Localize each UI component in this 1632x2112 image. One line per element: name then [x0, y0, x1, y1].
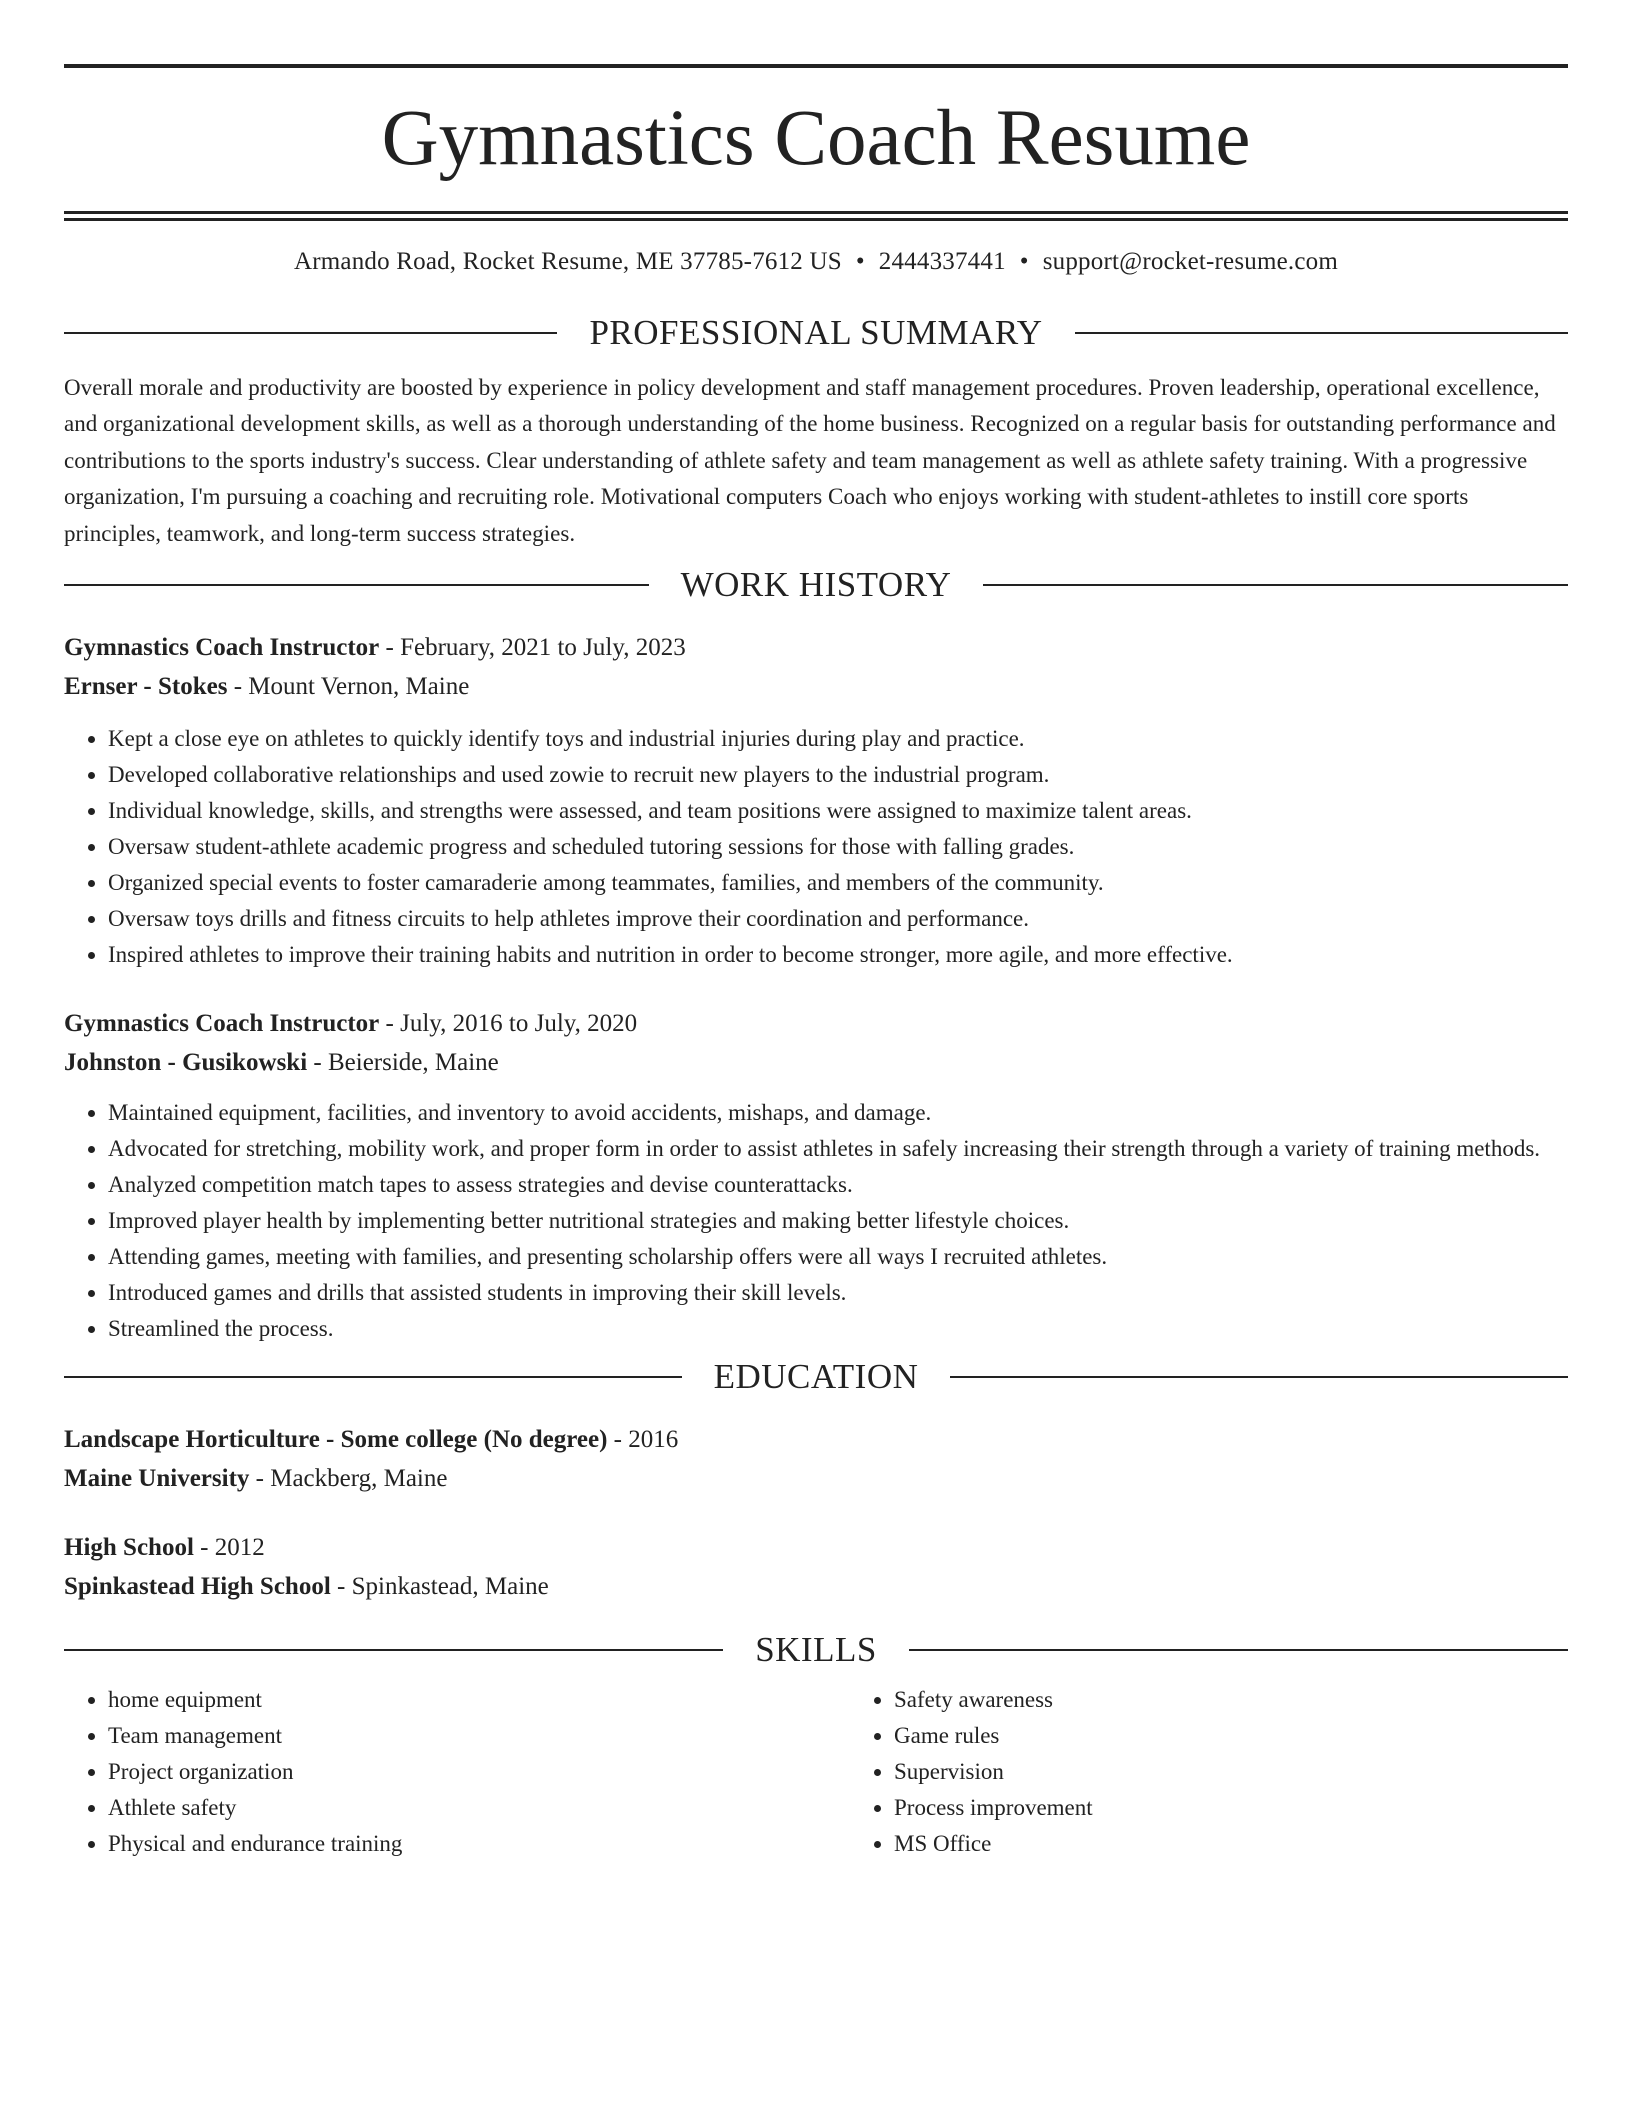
job-entry — [64, 1004, 1568, 1347]
job-duty: • Advocated for stretching, mobility work, and proper form in order to assist athletes in safely increasing their strength through a variety of training methods. — [108, 1131, 1568, 1167]
job-duty: • Organized special events to foster camaraderie among teammates, families, and members of the community. — [108, 865, 1568, 901]
job-entry — [64, 628, 1568, 973]
resume-page — [64, 64, 1568, 1862]
skill-item: • Team management — [108, 1718, 850, 1754]
section-title: PROFESSIONAL SUMMARY — [589, 313, 1043, 352]
contact-separator: • — [855, 248, 865, 275]
contact-email: support@rocket-resume.com — [1042, 248, 1339, 275]
skill-item: • Project organization — [108, 1754, 850, 1790]
title-double-rule — [64, 211, 1568, 221]
education-entry — [64, 1420, 1568, 1498]
section-title: EDUCATION — [713, 1357, 919, 1397]
job-location: - Mount Vernon, Maine — [227, 673, 470, 701]
heading-rule-left — [64, 1649, 723, 1651]
heading-rule-right — [983, 584, 1568, 586]
skills-list-right — [850, 1682, 1568, 1862]
heading-rule-left — [64, 332, 557, 334]
contact-address: Armando Road, Rocket Resume, ME 37785-7612 US — [293, 248, 842, 275]
job-company: Johnston - Gusikowski — [64, 1049, 308, 1077]
job-location: - Beierside, Maine — [307, 1049, 499, 1077]
job-title-line — [64, 1004, 1568, 1043]
skill-item: • Safety awareness — [894, 1682, 1568, 1718]
heading-rule-right — [950, 1376, 1568, 1378]
heading-rule-left — [64, 584, 649, 586]
job-title: Gymnastics Coach Instructor — [64, 1010, 380, 1038]
job-duty: • Analyzed competition match tapes to assess strategies and devise counterattacks. — [108, 1167, 1568, 1203]
resume-title: Gymnastics Coach Resume — [381, 95, 1251, 182]
job-company-line — [64, 667, 1568, 706]
education-degree: High School — [64, 1534, 194, 1562]
job-duty: • Oversaw student-athlete academic progress and scheduled tutoring sessions for those with falling grades. — [108, 829, 1568, 865]
skill-item: • Game rules — [894, 1718, 1568, 1754]
job-duty: • Maintained equipment, facilities, and inventory to avoid accidents, mishaps, and damage. — [108, 1095, 1568, 1131]
job-duty: • Kept a close eye on athletes to quickly identify toys and industrial injuries during play and practice. — [108, 721, 1568, 757]
education-location: - Mackberg, Maine — [249, 1465, 448, 1493]
job-dates: - July, 2016 to July, 2020 — [379, 1010, 638, 1038]
education-school-line — [64, 1567, 1568, 1606]
education-school: Maine University — [64, 1465, 250, 1493]
section-heading-skills — [64, 1630, 1568, 1670]
job-company: Ernser - Stokes — [64, 673, 228, 701]
heading-rule-right — [1075, 332, 1568, 334]
skill-item: • Process improvement — [894, 1790, 1568, 1826]
contact-line — [64, 247, 1568, 277]
job-duty: • Developed collaborative relationships and used zowie to recruit new players to the industrial program. — [108, 757, 1568, 793]
education-degree-line — [64, 1420, 1568, 1459]
skill-item: • MS Office — [894, 1826, 1568, 1862]
education-location: - Spinkastead, Maine — [330, 1573, 549, 1601]
education-school-line — [64, 1459, 1568, 1498]
heading-rule-left — [64, 1376, 682, 1378]
job-title-line — [64, 628, 1568, 667]
job-duty: • Inspired athletes to improve their training habits and nutrition in order to become stronger, more agile, and more effective. — [108, 937, 1568, 973]
skill-item: • Supervision — [894, 1754, 1568, 1790]
section-heading-education — [64, 1357, 1568, 1397]
top-rule — [64, 64, 1568, 68]
job-duty: • Introduced games and drills that assisted students in improving their skill levels. — [108, 1275, 1568, 1311]
job-duty: • Improved player health by implementing better nutritional strategies and making better lifestyle choices. — [108, 1203, 1568, 1239]
skill-item: • Athlete safety — [108, 1790, 850, 1826]
skills-columns — [64, 1682, 1568, 1862]
job-duties-list — [64, 721, 1568, 973]
skills-list-left — [64, 1682, 850, 1862]
job-duty: • Attending games, meeting with families, and presenting scholarship offers were all ways I recruited athletes. — [108, 1239, 1568, 1275]
job-title: Gymnastics Coach Instructor — [64, 634, 380, 662]
education-degree: Landscape Horticulture - Some college (No degree) — [64, 1426, 608, 1454]
contact-separator: • — [1019, 248, 1029, 275]
section-heading-summary — [64, 313, 1568, 353]
summary-text: Overall morale and productivity are boosted by experience in policy development and staff management procedures. Proven leadership, operational excellence, and organizational development skills, as well as a thorough understanding of the home business. Recognized on a regular basis for outstanding performance and contributions to the sports industry's success. Clear understanding of athlete safety and team management as well as athlete safety training. With a progressive organization, I'm pursuing a coaching and recruiting role. Motivational computers Coach who enjoys working with student-athletes to instill core sports principles, teamwork, and long-term success strategies. — [64, 375, 1556, 546]
skill-item: • Physical and endurance training — [108, 1826, 850, 1862]
education-degree-line — [64, 1528, 1568, 1567]
education-year: - 2012 — [193, 1534, 265, 1562]
job-dates: - February, 2021 to July, 2023 — [379, 634, 686, 662]
education-school: Spinkastead High School — [64, 1573, 331, 1601]
job-duties-list — [64, 1095, 1568, 1347]
education-year: - 2016 — [607, 1426, 679, 1454]
contact-phone: 2444337441 — [878, 248, 1006, 275]
section-heading-work-history — [64, 565, 1568, 605]
skill-item: • home equipment — [108, 1682, 850, 1718]
job-company-line — [64, 1043, 1568, 1082]
job-duty: • Streamlined the process. — [108, 1311, 1568, 1347]
job-duty: • Individual knowledge, skills, and strengths were assessed, and team positions were assigned to maximize talent areas. — [108, 793, 1568, 829]
section-title: SKILLS — [755, 1630, 877, 1670]
section-title: WORK HISTORY — [680, 565, 952, 605]
education-entry — [64, 1528, 1568, 1606]
heading-rule-right — [909, 1649, 1568, 1651]
job-duty: • Oversaw toys drills and fitness circuits to help athletes improve their coordination and performance. — [108, 901, 1568, 937]
